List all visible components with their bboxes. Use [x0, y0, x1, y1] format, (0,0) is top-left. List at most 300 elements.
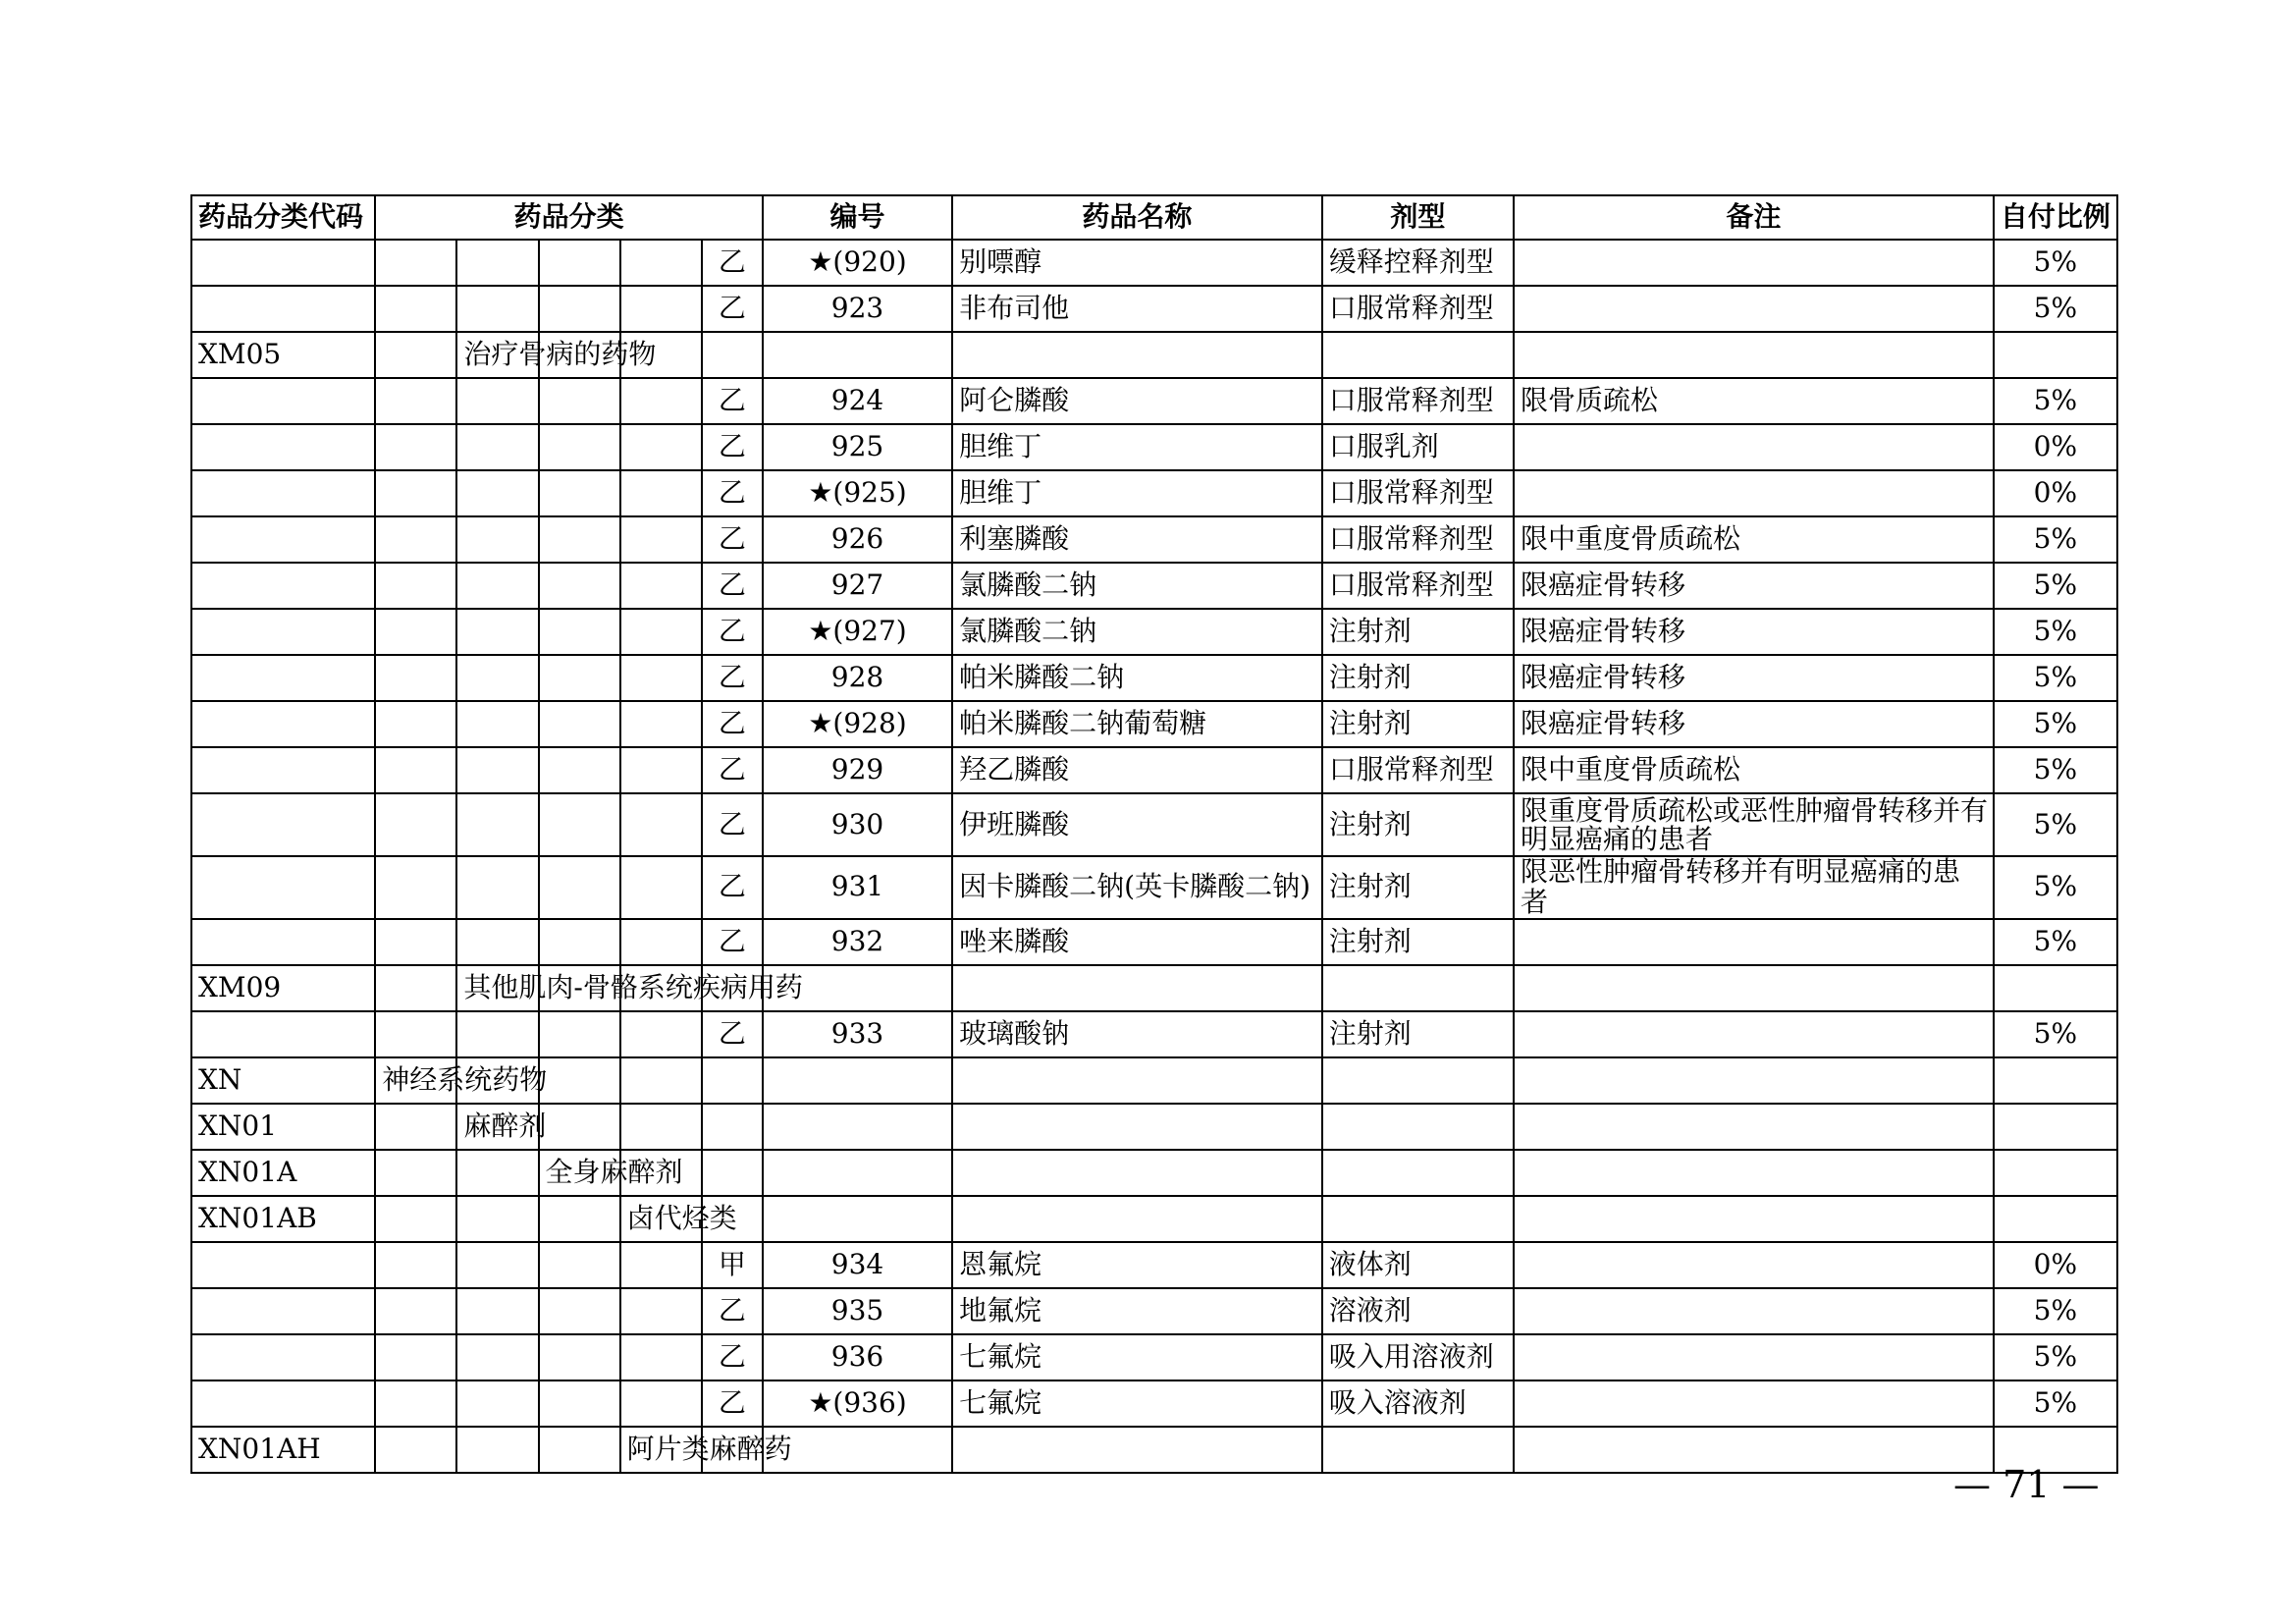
row-grade-cell: 乙	[702, 1288, 763, 1334]
row-ratio-cell	[1994, 1104, 2117, 1150]
row-ratio-cell: 5%	[1994, 856, 2117, 919]
row-category-level3-cell	[539, 1288, 620, 1334]
table-row	[191, 655, 2117, 701]
row-category-level2-cell	[456, 1427, 538, 1473]
row-dosage-form-cell: 注射剂	[1322, 793, 1514, 856]
row-drug-name-cell: 胆维丁	[952, 470, 1322, 516]
row-code-cell	[191, 1242, 375, 1288]
row-dosage-form-cell: 注射剂	[1322, 609, 1514, 655]
row-number-cell	[763, 1104, 952, 1150]
row-category-level2-cell	[456, 424, 538, 470]
row-number-cell	[763, 1150, 952, 1196]
row-category-level2-cell	[456, 856, 538, 919]
row-category-level3-cell	[539, 1011, 620, 1057]
row-dosage-form-cell: 口服乳剂	[1322, 424, 1514, 470]
row-category-level3-cell	[539, 424, 620, 470]
row-grade-cell: 乙	[702, 793, 763, 856]
row-category-level1-cell	[375, 1011, 456, 1057]
row-drug-name-cell	[952, 1104, 1322, 1150]
row-category-level4-cell	[620, 378, 702, 424]
row-note-cell	[1514, 1242, 1994, 1288]
table-row	[191, 701, 2117, 747]
row-category-level2-cell	[456, 655, 538, 701]
row-category-level3-cell	[539, 1242, 620, 1288]
row-number-cell: 935	[763, 1288, 952, 1334]
row-category-level1-cell	[375, 1150, 456, 1196]
row-drug-name-cell	[952, 332, 1322, 378]
row-ratio-cell: 0%	[1994, 1242, 2117, 1288]
row-grade-cell: 乙	[702, 1334, 763, 1380]
row-category-level3-cell	[539, 609, 620, 655]
row-category-level2-cell	[456, 919, 538, 965]
row-dosage-form-cell: 注射剂	[1322, 856, 1514, 919]
row-drug-name-cell	[952, 1196, 1322, 1242]
row-category-level1-cell	[375, 609, 456, 655]
row-note-cell	[1514, 1057, 1994, 1104]
row-dosage-form-cell: 缓释控释剂型	[1322, 240, 1514, 286]
row-code-cell: XN	[191, 1057, 375, 1104]
row-number-cell: 928	[763, 655, 952, 701]
row-ratio-cell	[1994, 1150, 2117, 1196]
row-category-level3-cell	[539, 1334, 620, 1380]
row-category-level4-cell	[620, 240, 702, 286]
row-drug-name-cell	[952, 965, 1322, 1011]
table-row	[191, 747, 2117, 793]
row-ratio-cell: 5%	[1994, 1334, 2117, 1380]
row-category-level1-cell: 神经系统药物	[375, 1057, 456, 1104]
row-ratio-cell: 5%	[1994, 701, 2117, 747]
row-drug-name-cell: 非布司他	[952, 286, 1322, 332]
note-line: 限重度骨质疏松或恶性肿瘤骨转移并有	[1521, 793, 1989, 827]
row-note-cell: 限癌症骨转移	[1514, 609, 1994, 655]
row-drug-name-cell: 伊班膦酸	[952, 793, 1322, 856]
drug-table	[190, 194, 2118, 1474]
table-row	[191, 563, 2117, 609]
row-category-level4-cell: 阿片类麻醉药	[620, 1427, 702, 1473]
row-category-level2-cell	[456, 1288, 538, 1334]
row-drug-name-cell: 恩氟烷	[952, 1242, 1322, 1288]
row-grade-cell: 乙	[702, 424, 763, 470]
row-code-cell	[191, 378, 375, 424]
row-note-cell	[1514, 424, 1994, 470]
row-category-level1-cell	[375, 1242, 456, 1288]
row-dosage-form-cell: 口服常释剂型	[1322, 378, 1514, 424]
row-category-level4-cell	[620, 1011, 702, 1057]
row-category-level4-cell	[620, 470, 702, 516]
row-grade-cell: 乙	[702, 286, 763, 332]
row-category-level4-cell	[620, 1288, 702, 1334]
row-note-cell	[1514, 1196, 1994, 1242]
row-number-cell: ★(920)	[763, 240, 952, 286]
row-dosage-form-cell: 口服常释剂型	[1322, 563, 1514, 609]
row-code-cell	[191, 563, 375, 609]
row-ratio-cell: 5%	[1994, 919, 2117, 965]
row-category-level4-cell	[620, 747, 702, 793]
row-dosage-form-cell: 口服常释剂型	[1322, 286, 1514, 332]
row-dosage-form-cell: 注射剂	[1322, 1011, 1514, 1057]
table-row	[191, 332, 2117, 378]
row-dosage-form-cell: 液体剂	[1322, 1242, 1514, 1288]
row-number-cell: 929	[763, 747, 952, 793]
row-ratio-cell	[1994, 1196, 2117, 1242]
table-row	[191, 1380, 2117, 1427]
row-note-cell	[1514, 1334, 1994, 1380]
table-row	[191, 609, 2117, 655]
header-form: 剂型	[1322, 195, 1514, 240]
row-category-level2-cell	[456, 1380, 538, 1427]
row-dosage-form-cell	[1322, 1196, 1514, 1242]
row-category-level4-cell	[620, 1104, 702, 1150]
table-row	[191, 470, 2117, 516]
row-ratio-cell: 5%	[1994, 655, 2117, 701]
row-category-level2-cell	[456, 701, 538, 747]
row-note-cell	[1514, 332, 1994, 378]
table-row	[191, 793, 2117, 856]
row-category-level1-cell	[375, 701, 456, 747]
row-category-level2-cell: 其他肌肉-骨骼系统疾病用药	[456, 965, 538, 1011]
row-code-cell	[191, 1288, 375, 1334]
row-note-cell: 限癌症骨转移	[1514, 701, 1994, 747]
row-category-level3-cell	[539, 856, 620, 919]
row-category-level1-cell	[375, 856, 456, 919]
row-code-cell: XN01AB	[191, 1196, 375, 1242]
row-category-level4-cell	[620, 1380, 702, 1427]
row-drug-name-cell: 帕米膦酸二钠	[952, 655, 1322, 701]
row-category-level4-cell	[620, 1242, 702, 1288]
row-drug-name-cell	[952, 1057, 1322, 1104]
row-dosage-form-cell	[1322, 332, 1514, 378]
row-code-cell	[191, 240, 375, 286]
row-code-cell	[191, 286, 375, 332]
row-ratio-cell: 5%	[1994, 1011, 2117, 1057]
row-drug-name-cell: 因卡膦酸二钠(英卡膦酸二钠)	[952, 856, 1322, 919]
row-category-level3-cell	[539, 701, 620, 747]
row-category-level2-cell	[456, 747, 538, 793]
row-grade-cell	[702, 1104, 763, 1150]
row-code-cell	[191, 1380, 375, 1427]
row-category-level4-cell	[620, 286, 702, 332]
table-row	[191, 424, 2117, 470]
row-category-level2-cell	[456, 793, 538, 856]
row-category-level1-cell	[375, 1427, 456, 1473]
row-code-cell: XM09	[191, 965, 375, 1011]
row-dosage-form-cell: 吸入溶液剂	[1322, 1380, 1514, 1427]
row-category-level2-cell	[456, 286, 538, 332]
row-number-cell: 926	[763, 516, 952, 563]
row-drug-name-cell: 氯膦酸二钠	[952, 563, 1322, 609]
row-dosage-form-cell: 溶液剂	[1322, 1288, 1514, 1334]
row-number-cell: ★(928)	[763, 701, 952, 747]
row-note-cell: 限中重度骨质疏松	[1514, 516, 1994, 563]
row-drug-name-cell: 七氟烷	[952, 1334, 1322, 1380]
row-category-level1-cell	[375, 919, 456, 965]
row-category-level1-cell	[375, 655, 456, 701]
row-note-cell: 限癌症骨转移	[1514, 655, 1994, 701]
row-code-cell	[191, 701, 375, 747]
row-number-cell: ★(927)	[763, 609, 952, 655]
row-ratio-cell: 5%	[1994, 609, 2117, 655]
row-grade-cell	[702, 1057, 763, 1104]
page-number: — 71 —	[1953, 1463, 2100, 1506]
row-number-cell: 930	[763, 793, 952, 856]
row-category-level4-cell	[620, 563, 702, 609]
row-ratio-cell: 5%	[1994, 516, 2117, 563]
row-number-cell: 936	[763, 1334, 952, 1380]
row-number-cell	[763, 1196, 952, 1242]
row-code-cell	[191, 747, 375, 793]
row-grade-cell: 乙	[702, 609, 763, 655]
row-drug-name-cell	[952, 1150, 1322, 1196]
row-number-cell: 933	[763, 1011, 952, 1057]
row-dosage-form-cell: 口服常释剂型	[1322, 470, 1514, 516]
row-category-level3-cell	[539, 286, 620, 332]
row-note-cell	[1514, 965, 1994, 1011]
row-ratio-cell: 5%	[1994, 747, 2117, 793]
header-number: 编号	[763, 195, 952, 240]
row-ratio-cell: 5%	[1994, 563, 2117, 609]
header-note: 备注	[1514, 195, 1994, 240]
row-code-cell	[191, 856, 375, 919]
row-category-level1-cell	[375, 1334, 456, 1380]
row-category-level2-cell: 治疗骨病的药物	[456, 332, 538, 378]
row-code-cell: XM05	[191, 332, 375, 378]
row-grade-cell: 乙	[702, 1380, 763, 1427]
row-note-cell	[1514, 1150, 1994, 1196]
row-number-cell: ★(925)	[763, 470, 952, 516]
row-number-cell	[763, 332, 952, 378]
row-grade-cell: 乙	[702, 240, 763, 286]
row-note-cell	[1514, 919, 1994, 965]
row-category-level1-cell	[375, 470, 456, 516]
row-ratio-cell: 5%	[1994, 1288, 2117, 1334]
row-code-cell	[191, 424, 375, 470]
row-grade-cell: 乙	[702, 470, 763, 516]
table-row	[191, 1288, 2117, 1334]
header-ratio: 自付比例	[1994, 195, 2117, 240]
row-category-level2-cell	[456, 516, 538, 563]
row-number-cell: 925	[763, 424, 952, 470]
row-drug-name-cell: 阿仑膦酸	[952, 378, 1322, 424]
row-category-level2-cell	[456, 378, 538, 424]
row-category-level3-cell	[539, 1196, 620, 1242]
row-grade-cell: 乙	[702, 1011, 763, 1057]
row-category-level4-cell	[620, 655, 702, 701]
row-note-cell	[1514, 470, 1994, 516]
row-drug-name-cell: 羟乙膦酸	[952, 747, 1322, 793]
row-dosage-form-cell: 吸入用溶液剂	[1322, 1334, 1514, 1380]
row-category-level4-cell	[620, 1334, 702, 1380]
row-code-cell	[191, 655, 375, 701]
row-ratio-cell: 5%	[1994, 240, 2117, 286]
row-number-cell: ★(936)	[763, 1380, 952, 1427]
row-category-level1-cell	[375, 332, 456, 378]
row-grade-cell: 甲	[702, 1242, 763, 1288]
row-category-level4-cell	[620, 1057, 702, 1104]
row-category-level4-cell: 卤代烃类	[620, 1196, 702, 1242]
row-code-cell	[191, 609, 375, 655]
row-category-level3-cell	[539, 1057, 620, 1104]
row-category-level2-cell	[456, 563, 538, 609]
table-row	[191, 1427, 2117, 1473]
row-note-cell	[1514, 793, 1994, 856]
row-ratio-cell	[1994, 1057, 2117, 1104]
row-grade-cell: 乙	[702, 378, 763, 424]
row-drug-name-cell: 别嘌醇	[952, 240, 1322, 286]
row-category-level2-cell	[456, 240, 538, 286]
row-number-cell: 924	[763, 378, 952, 424]
row-category-level4-cell	[620, 701, 702, 747]
row-dosage-form-cell	[1322, 965, 1514, 1011]
row-number-cell: 931	[763, 856, 952, 919]
row-ratio-cell: 5%	[1994, 378, 2117, 424]
table-row	[191, 919, 2117, 965]
row-dosage-form-cell	[1322, 1427, 1514, 1473]
row-dosage-form-cell: 注射剂	[1322, 655, 1514, 701]
row-category-level4-cell	[620, 856, 702, 919]
table-row	[191, 378, 2117, 424]
table-row	[191, 965, 2117, 1011]
row-dosage-form-cell	[1322, 1150, 1514, 1196]
row-number-cell: 927	[763, 563, 952, 609]
row-category-level1-cell	[375, 563, 456, 609]
row-category-level3-cell	[539, 1380, 620, 1427]
table-row	[191, 856, 2117, 919]
row-code-cell	[191, 1334, 375, 1380]
row-grade-cell: 乙	[702, 919, 763, 965]
row-note-cell	[1514, 1011, 1994, 1057]
row-grade-cell	[702, 1150, 763, 1196]
row-category-level2-cell	[456, 470, 538, 516]
row-category-level1-cell	[375, 378, 456, 424]
row-category-level3-cell	[539, 470, 620, 516]
table-row	[191, 1104, 2117, 1150]
row-drug-name-cell: 帕米膦酸二钠葡萄糖	[952, 701, 1322, 747]
table-body	[191, 240, 2117, 1473]
row-category-level3-cell	[539, 240, 620, 286]
row-code-cell	[191, 793, 375, 856]
row-ratio-cell	[1994, 965, 2117, 1011]
row-note-cell	[1514, 1380, 1994, 1427]
row-drug-name-cell: 胆维丁	[952, 424, 1322, 470]
row-note-cell	[1514, 1288, 1994, 1334]
row-ratio-cell	[1994, 332, 2117, 378]
table-row	[191, 516, 2117, 563]
table-row	[191, 1057, 2117, 1104]
row-grade-cell: 乙	[702, 655, 763, 701]
row-category-level4-cell	[620, 919, 702, 965]
header-name: 药品名称	[952, 195, 1322, 240]
row-code-cell	[191, 919, 375, 965]
row-grade-cell: 乙	[702, 516, 763, 563]
row-category-level3-cell	[539, 516, 620, 563]
row-category-level4-cell	[620, 609, 702, 655]
row-number-cell	[763, 1057, 952, 1104]
row-category-level2-cell	[456, 1011, 538, 1057]
row-category-level1-cell	[375, 747, 456, 793]
row-number-cell: 934	[763, 1242, 952, 1288]
table-row	[191, 1334, 2117, 1380]
row-category-level4-cell	[620, 516, 702, 563]
row-category-level3-cell	[539, 1427, 620, 1473]
row-category-level1-cell	[375, 424, 456, 470]
row-category-level1-cell	[375, 286, 456, 332]
row-dosage-form-cell: 注射剂	[1322, 701, 1514, 747]
row-ratio-cell: 0%	[1994, 424, 2117, 470]
row-category-level2-cell	[456, 1334, 538, 1380]
row-category-level1-cell	[375, 1288, 456, 1334]
row-note-cell	[1514, 286, 1994, 332]
row-category-level3-cell	[539, 378, 620, 424]
row-drug-name-cell: 玻璃酸钠	[952, 1011, 1322, 1057]
row-note-cell: 限恶性肿瘤骨转移并有明显癌痛的患者	[1514, 856, 1994, 919]
row-category-level1-cell	[375, 1196, 456, 1242]
table-row	[191, 1196, 2117, 1242]
table-row	[191, 240, 2117, 286]
row-category-level3-cell	[539, 655, 620, 701]
row-code-cell	[191, 470, 375, 516]
row-category-level3-cell: 全身麻醉剂	[539, 1150, 620, 1196]
row-grade-cell: 乙	[702, 747, 763, 793]
row-category-level1-cell	[375, 1380, 456, 1427]
row-dosage-form-cell: 口服常释剂型	[1322, 516, 1514, 563]
table-row	[191, 1150, 2117, 1196]
row-note-cell	[1514, 1104, 1994, 1150]
row-ratio-cell: 0%	[1994, 470, 2117, 516]
row-category-level1-cell	[375, 240, 456, 286]
row-drug-name-cell	[952, 1427, 1322, 1473]
row-code-cell	[191, 1011, 375, 1057]
row-category-level2-cell	[456, 1242, 538, 1288]
row-ratio-cell: 5%	[1994, 793, 2117, 856]
row-category-level4-cell	[620, 424, 702, 470]
row-code-cell: XN01AH	[191, 1427, 375, 1473]
row-grade-cell: 乙	[702, 563, 763, 609]
row-code-cell: XN01A	[191, 1150, 375, 1196]
row-category-level4-cell	[620, 793, 702, 856]
row-category-level1-cell	[375, 965, 456, 1011]
row-note-cell: 限癌症骨转移	[1514, 563, 1994, 609]
table-row	[191, 1011, 2117, 1057]
row-number-cell: 923	[763, 286, 952, 332]
row-grade-cell: 乙	[702, 701, 763, 747]
row-code-cell: XN01	[191, 1104, 375, 1150]
row-category-level2-cell	[456, 609, 538, 655]
row-drug-name-cell: 利塞膦酸	[952, 516, 1322, 563]
row-category-level1-cell	[375, 516, 456, 563]
row-drug-name-cell: 唑来膦酸	[952, 919, 1322, 965]
row-dosage-form-cell: 口服常释剂型	[1322, 747, 1514, 793]
row-grade-cell: 乙	[702, 856, 763, 919]
row-note-cell: 限中重度骨质疏松	[1514, 747, 1994, 793]
row-category-level2-cell	[456, 1150, 538, 1196]
row-note-cell	[1514, 240, 1994, 286]
row-dosage-form-cell: 注射剂	[1322, 919, 1514, 965]
row-category-level3-cell	[539, 563, 620, 609]
row-category-level3-cell	[539, 747, 620, 793]
table-header-row	[191, 195, 2117, 240]
row-category-level3-cell	[539, 919, 620, 965]
row-note-cell: 限骨质疏松	[1514, 378, 1994, 424]
row-drug-name-cell: 氯膦酸二钠	[952, 609, 1322, 655]
row-grade-cell	[702, 332, 763, 378]
row-category-level1-cell	[375, 1104, 456, 1150]
table-row	[191, 1242, 2117, 1288]
row-category-level3-cell	[539, 793, 620, 856]
row-category-level2-cell	[456, 1196, 538, 1242]
row-code-cell	[191, 516, 375, 563]
row-dosage-form-cell	[1322, 1104, 1514, 1150]
note-line: 明显癌痛的患者	[1521, 823, 1714, 855]
